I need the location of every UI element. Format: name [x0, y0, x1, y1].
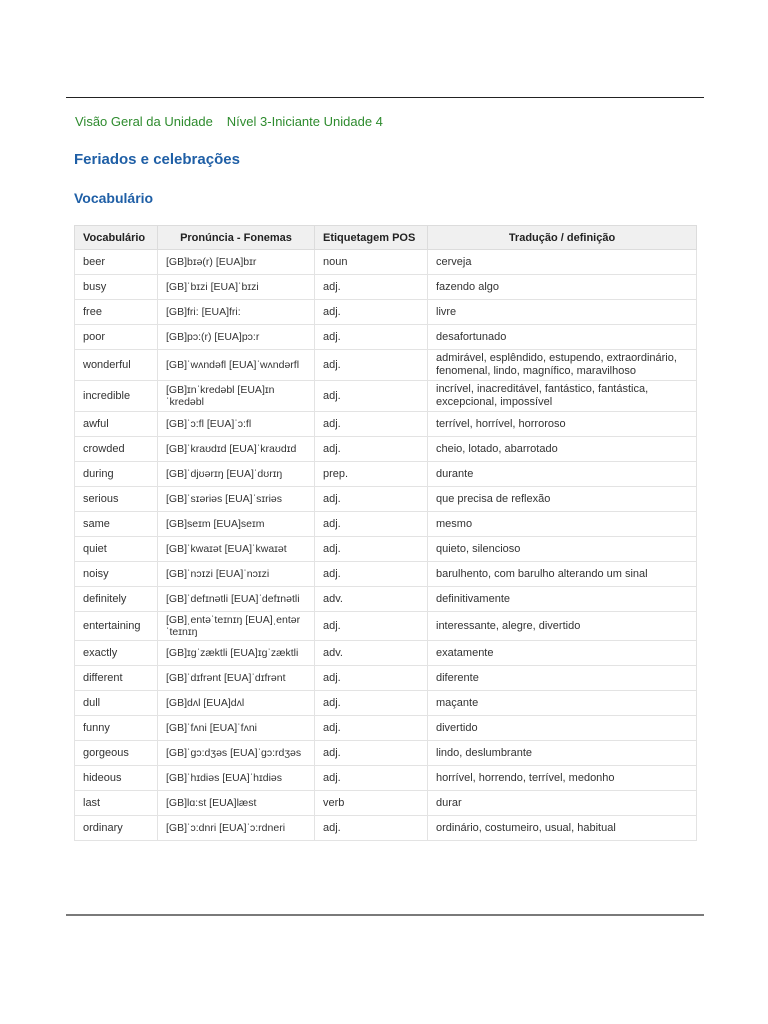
table-row — [75, 666, 697, 691]
cell-translation: terrível, horrível, horroroso — [428, 412, 697, 437]
table-row — [75, 437, 697, 462]
cell-translation: cerveja — [428, 250, 697, 275]
cell-translation: diferente — [428, 666, 697, 691]
table-row — [75, 250, 697, 275]
cell-translation: exatamente — [428, 641, 697, 666]
cell-pronunciation: [GB]pɔ:(r) [EUA]pɔ:r — [158, 325, 315, 350]
cell-pos: verb — [315, 791, 428, 816]
cell-translation: admirável, esplêndido, estupendo, extraordinário, fenomenal, lindo, magnífico, maravilhoso — [428, 350, 697, 381]
cell-translation: que precisa de reflexão — [428, 487, 697, 512]
cell-pronunciation: [GB]ˈbɪzi [EUA]ˈbɪzi — [158, 275, 315, 300]
table-row — [75, 412, 697, 437]
cell-word: free — [75, 300, 158, 325]
cell-pronunciation: [GB]ˈɔ:dnri [EUA]ˈɔ:rdneri — [158, 816, 315, 841]
cell-pronunciation: [GB]ˈwʌndəfl [EUA]ˈwʌndərfl — [158, 350, 315, 381]
cell-pronunciation: [GB]ˈɡɔ:dʒəs [EUA]ˈɡɔ:rdʒəs — [158, 741, 315, 766]
cell-word: incredible — [75, 381, 158, 412]
cell-translation: quieto, silencioso — [428, 537, 697, 562]
table-row — [75, 350, 697, 381]
cell-pronunciation: [GB]ɪɡˈzæktli [EUA]ɪɡˈzæktli — [158, 641, 315, 666]
table-row — [75, 691, 697, 716]
cell-pos: adj. — [315, 537, 428, 562]
cell-word: ordinary — [75, 816, 158, 841]
cell-pronunciation: [GB]seɪm [EUA]seɪm — [158, 512, 315, 537]
cell-pronunciation: [GB]ˈfʌni [EUA]ˈfʌni — [158, 716, 315, 741]
cell-translation: cheio, lotado, abarrotado — [428, 437, 697, 462]
cell-translation: durante — [428, 462, 697, 487]
cell-word: awful — [75, 412, 158, 437]
cell-translation: interessante, alegre, divertido — [428, 612, 697, 641]
bottom-divider — [66, 914, 704, 916]
cell-pos: adj. — [315, 437, 428, 462]
column-header-pronunciation: Pronúncia - Fonemas — [158, 226, 315, 250]
table-row — [75, 462, 697, 487]
cell-pos: prep. — [315, 462, 428, 487]
cell-translation: fazendo algo — [428, 275, 697, 300]
cell-translation: mesmo — [428, 512, 697, 537]
table-header-row — [75, 226, 697, 250]
cell-pronunciation: [GB]ˈkraʊdɪd [EUA]ˈkraʊdɪd — [158, 437, 315, 462]
cell-translation: livre — [428, 300, 697, 325]
cell-pos: adj. — [315, 350, 428, 381]
cell-pos: noun — [315, 250, 428, 275]
cell-pronunciation: [GB]bɪə(r) [EUA]bɪr — [158, 250, 315, 275]
cell-translation: maçante — [428, 691, 697, 716]
cell-pos: adj. — [315, 612, 428, 641]
cell-word: definitely — [75, 587, 158, 612]
breadcrumb — [75, 114, 704, 129]
cell-word: wonderful — [75, 350, 158, 381]
column-header-translation: Tradução / definição — [428, 226, 697, 250]
cell-word: crowded — [75, 437, 158, 462]
table-row — [75, 512, 697, 537]
cell-pronunciation: [GB]ˈdefɪnətli [EUA]ˈdefɪnətli — [158, 587, 315, 612]
table-row — [75, 381, 697, 412]
vocabulary-table — [74, 225, 697, 841]
table-row — [75, 791, 697, 816]
cell-translation: lindo, deslumbrante — [428, 741, 697, 766]
table-row — [75, 612, 697, 641]
table-row — [75, 537, 697, 562]
cell-pos: adj. — [315, 741, 428, 766]
table-body — [75, 250, 697, 841]
table-row — [75, 325, 697, 350]
cell-word: busy — [75, 275, 158, 300]
cell-pronunciation: [GB]ˈdɪfrənt [EUA]ˈdɪfrənt — [158, 666, 315, 691]
table-row — [75, 816, 697, 841]
cell-pos: adj. — [315, 325, 428, 350]
cell-translation: barulhento, com barulho alterando um sinal — [428, 562, 697, 587]
section-title-vocabulary: Vocabulário — [74, 190, 154, 206]
breadcrumb-level-link[interactable]: Nível 3-Iniciante Unidade 4 — [226, 114, 383, 129]
cell-pronunciation: [GB]ˈsɪəriəs [EUA]ˈsɪriəs — [158, 487, 315, 512]
cell-word: dull — [75, 691, 158, 716]
cell-pos: adj. — [315, 716, 428, 741]
cell-pos: adj. — [315, 512, 428, 537]
cell-pos: adv. — [315, 641, 428, 666]
cell-word: beer — [75, 250, 158, 275]
cell-word: serious — [75, 487, 158, 512]
cell-translation: incrível, inacreditável, fantástico, fantástica, excepcional, impossível — [428, 381, 697, 412]
cell-pronunciation: [GB]ˈdjʊərɪŋ [EUA]ˈdʊrɪŋ — [158, 462, 315, 487]
cell-word: exactly — [75, 641, 158, 666]
cell-translation: divertido — [428, 716, 697, 741]
cell-word: entertaining — [75, 612, 158, 641]
page-title: Feriados e celebrações — [74, 151, 240, 168]
table-header — [75, 226, 697, 250]
cell-translation: horrível, horrendo, terrível, medonho — [428, 766, 697, 791]
table-row — [75, 487, 697, 512]
breadcrumb-unit-overview-link[interactable]: Visão Geral da Unidade — [75, 114, 213, 129]
cell-pronunciation: [GB]lɑ:st [EUA]læst — [158, 791, 315, 816]
table-row — [75, 275, 697, 300]
cell-pronunciation: [GB]ˈɔ:fl [EUA]ˈɔ:fl — [158, 412, 315, 437]
cell-pos: adj. — [315, 816, 428, 841]
cell-word: last — [75, 791, 158, 816]
cell-pos: adj. — [315, 300, 428, 325]
cell-translation: definitivamente — [428, 587, 697, 612]
cell-translation: ordinário, costumeiro, usual, habitual — [428, 816, 697, 841]
cell-pos: adj. — [315, 275, 428, 300]
column-header-pos: Etiquetagem POS — [315, 226, 428, 250]
cell-word: quiet — [75, 537, 158, 562]
cell-pronunciation: [GB]ˈkwaɪət [EUA]ˈkwaɪət — [158, 537, 315, 562]
cell-pronunciation: [GB]fri: [EUA]fri: — [158, 300, 315, 325]
top-divider — [66, 97, 704, 98]
cell-translation: durar — [428, 791, 697, 816]
cell-pos: adj. — [315, 691, 428, 716]
cell-pronunciation: [GB]ɪnˈkredəbl [EUA]ɪnˈkredəbl — [158, 381, 315, 412]
table-row — [75, 587, 697, 612]
cell-pos: adj. — [315, 381, 428, 412]
cell-word: poor — [75, 325, 158, 350]
cell-pos: adj. — [315, 562, 428, 587]
cell-word: gorgeous — [75, 741, 158, 766]
table-row — [75, 766, 697, 791]
column-header-vocabulary: Vocabulário — [75, 226, 158, 250]
cell-pronunciation: [GB]dʌl [EUA]dʌl — [158, 691, 315, 716]
cell-word: noisy — [75, 562, 158, 587]
cell-pos: adj. — [315, 666, 428, 691]
cell-pronunciation: [GB]ˌentəˈteɪnɪŋ [EUA]ˌentərˈteɪnɪŋ — [158, 612, 315, 641]
cell-pos: adj. — [315, 766, 428, 791]
cell-word: during — [75, 462, 158, 487]
cell-word: hideous — [75, 766, 158, 791]
cell-word: funny — [75, 716, 158, 741]
table-row — [75, 300, 697, 325]
cell-pos: adj. — [315, 487, 428, 512]
cell-word: different — [75, 666, 158, 691]
table-row — [75, 641, 697, 666]
cell-word: same — [75, 512, 158, 537]
table-row — [75, 716, 697, 741]
cell-pronunciation: [GB]ˈnɔɪzi [EUA]ˈnɔɪzi — [158, 562, 315, 587]
page-container — [66, 97, 704, 834]
table-row — [75, 741, 697, 766]
table-row — [75, 562, 697, 587]
cell-pos: adj. — [315, 412, 428, 437]
cell-pronunciation: [GB]ˈhɪdiəs [EUA]ˈhɪdiəs — [158, 766, 315, 791]
cell-translation: desafortunado — [428, 325, 697, 350]
cell-pos: adv. — [315, 587, 428, 612]
